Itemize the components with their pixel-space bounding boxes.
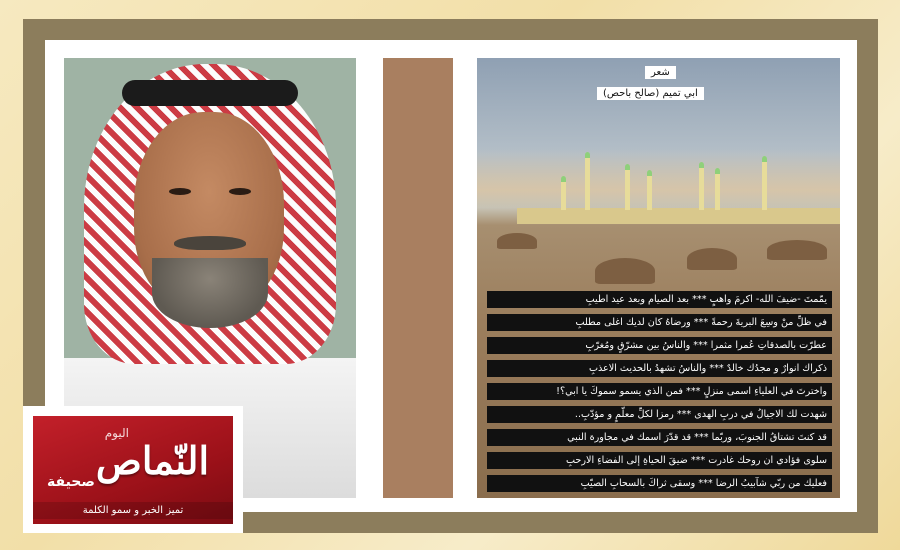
portrait-mustache (174, 236, 246, 250)
logo-today-text: اليوم (104, 426, 129, 440)
portrait-beard (152, 258, 268, 328)
mosque-building (517, 208, 840, 224)
poem-line: فعليك من ربّي شآبيبُ الرضا *** وسقى ثراكَ بالسحابِ الصيّبِ (487, 475, 832, 492)
poem-line: يمّمتَ -ضيفَ الله- اكرمَ واهبٍ *** بعد الصيام وبعد عيد اطيبِ (487, 291, 832, 308)
minaret (625, 170, 630, 210)
poem-line: في ظلِّ منْ وسِعَ البريةَ رحمةً *** ورضاهُ كان لديك اغلى مطلبِ (487, 314, 832, 331)
logo-sahifa-text: صحيفة (47, 474, 95, 490)
portrait-agal (122, 80, 298, 106)
poem-line: عطرّت بالصدقاتِ عُمرا مثمرا *** والناسُ بين مشرّقٍ ومُغرّبِ (487, 337, 832, 354)
poem-author-label: ابي تميم (صالح باحص) (597, 87, 704, 100)
minaret (647, 176, 652, 210)
minaret (585, 158, 590, 210)
poem-line: واخترتَ في العلياءِ اسمى منزلٍ *** فمن الذي يسمو سموكَ يا ابي؟! (487, 383, 832, 400)
logo-red-block (33, 416, 233, 524)
poem-line: قد كنتَ تشتاقُ الجنوبَ، وربّما *** قد قدّرَ اسمك في مجاورة النبي (487, 429, 832, 446)
grave-mound (767, 240, 827, 260)
minaret (699, 168, 704, 210)
grave-mound (595, 258, 655, 284)
minaret (561, 182, 566, 210)
newspaper-logo (23, 406, 243, 533)
grave-mound (687, 248, 737, 270)
sky-glow (477, 148, 840, 208)
portrait-eye-left (169, 188, 191, 195)
poem-line: سلوى فؤادي ان روحك غادرت *** ضيقَ الحياةِ إلى الفضاءِ الارحبِ (487, 452, 832, 469)
logo-name-text: النّماص (95, 438, 209, 483)
minaret (715, 174, 720, 210)
portrait-eye-right (229, 188, 251, 195)
poem-block (487, 291, 832, 498)
poem-line: شهدت لك الاجيالُ في دربِ الهدى *** رمزا لكلِّ معلّمٍ و مؤدّبِ.. (487, 406, 832, 423)
grave-mound (497, 233, 537, 249)
poem-line: ذكراك انوارٌ و مجدُك خالدٌ *** والناسُ تشهدُ بالحديث الاعذبِ (487, 360, 832, 377)
minaret (762, 162, 767, 210)
poem-title-label: شعر (645, 66, 676, 79)
logo-tagline: تميز الخبر و سمو الكلمة (33, 502, 233, 519)
brown-divider (383, 58, 453, 498)
